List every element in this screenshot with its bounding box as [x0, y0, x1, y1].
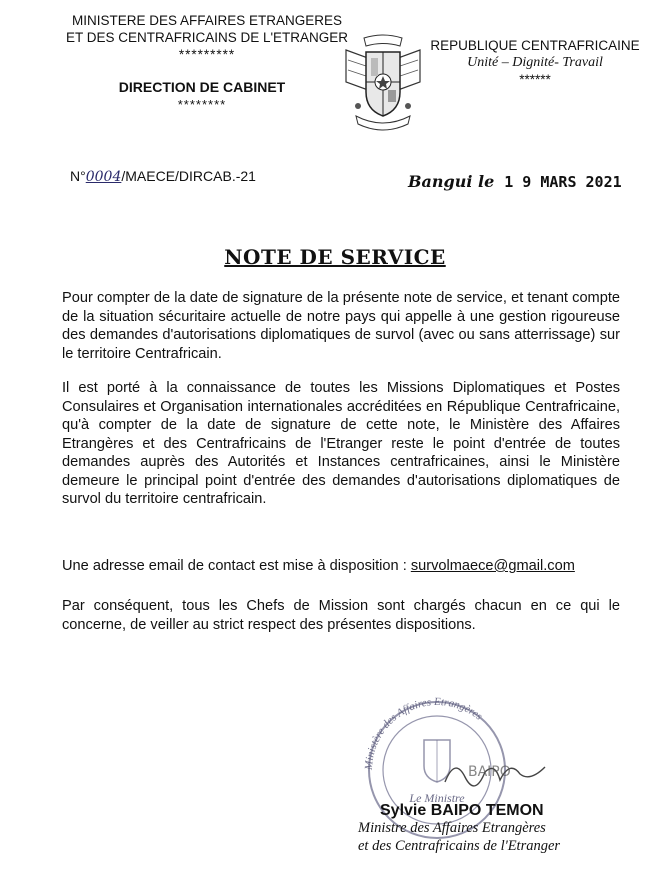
- document-title: [0, 245, 670, 269]
- seal-ring-text: Ministère des Affaires Etrangères: [362, 695, 485, 771]
- date-stamp: 1 9 MARS 2021: [504, 173, 622, 191]
- republic-header: [430, 37, 640, 88]
- signatory-title-2: et des Centrafricains de l'Etranger: [358, 838, 561, 854]
- ministry-stars: *********: [178, 47, 236, 62]
- contact-text: Une adresse email de contact est mise à disposition :: [62, 558, 411, 574]
- country-name: REPUBLIQUE CENTRAFRICAINE: [430, 38, 640, 53]
- signatory-name: Sylvie BAIPO TEMON: [380, 802, 544, 819]
- department-name: DIRECTION DE CABINET: [118, 79, 286, 95]
- department-block: [92, 78, 312, 114]
- seal-inner-text: Le Ministre: [409, 791, 465, 805]
- national-motto: Unité – Dignité- Travail: [467, 55, 603, 70]
- reference-number: [70, 168, 256, 185]
- signature-text: BAIPO: [468, 764, 511, 780]
- document-title-text: NOTE DE SERVICE: [224, 245, 446, 269]
- paragraph-3: [62, 557, 620, 576]
- ministry-header: [62, 12, 352, 63]
- reference-prefix: N°: [70, 168, 86, 184]
- paragraph-1: Pour compter de la date de signature de la présente note de service, et tenant compte de la situation sécuritaire actuelle de notre pays qui appelle à une gestion rigoureuse des demandes d'autorisations diplomatiques de survol (avec ou sans atterrissage) sur le territoire Centrafricain.: [62, 290, 620, 362]
- reference-suffix: /MAECE/DIRCAB.-21: [121, 168, 256, 184]
- department-stars: ********: [177, 97, 227, 112]
- contact-email-link[interactable]: survolmaece@gmail.com: [410, 558, 575, 574]
- ministry-line-2: ET DES CENTRAFRICAINS DE L'ETRANGER: [65, 30, 349, 45]
- coat-of-arms-icon: [338, 30, 428, 135]
- paragraph-2: Il est porté à la connaissance de toutes les Missions Diplomatiques et Postes Consulaires et Organisation internationales accréditées en République Centrafricaine, qu'à compter de la date de signature de cette note, le Ministère des Affaires Etrangères et des Centrafricains de l'Etranger reste le point d'entrée de toutes demandes auprès des Autorités et Instances centrafricaines, ainsi le Ministère demeure le principal point d'entrée des demandes d'autorisations diplomatiques de survol du territoire centrafricain.: [62, 380, 620, 507]
- republic-stars: ******: [519, 72, 551, 87]
- handwritten-signature: [440, 752, 560, 792]
- reference-handwritten-number: 0004: [85, 169, 122, 185]
- signatory-title-1: Ministre des Affaires Etrangères: [358, 820, 546, 836]
- paragraph-4: Par conséquent, tous les Chefs de Mission sont chargés chacun en ce qui le concerne, de veiller au strict respect des présentes dispositions.: [62, 598, 620, 633]
- date-place: Bangui le: [408, 172, 495, 191]
- ministry-line-1: MINISTERE DES AFFAIRES ETRANGERES: [71, 13, 343, 28]
- document-date: [408, 172, 622, 192]
